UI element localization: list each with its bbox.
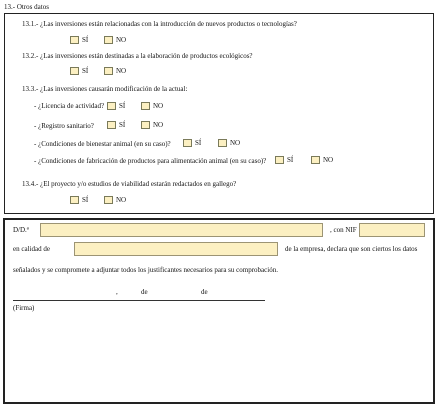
- section-title: 13.- Otros datos: [4, 3, 49, 11]
- dd-name-field[interactable]: [40, 223, 323, 237]
- q13-1-no-label: NO: [116, 36, 127, 44]
- question-13-4: 13.4.- ¿El proyecto y/o estudios de viabilidad estarán redactados en gallego?: [22, 180, 237, 188]
- question-13-1: 13.1.- ¿Las inversiones están relacionadas con la introducción de nuevos productos o tecnologías?: [22, 20, 297, 28]
- q13-3d-yes-checkbox[interactable]: [275, 156, 284, 164]
- calidad-field[interactable]: [74, 242, 278, 256]
- declaration-text: señalados y se compromete a adjuntar todos los justificantes necesarios para su comprobación.: [13, 266, 278, 274]
- q13-2-no-checkbox[interactable]: [104, 67, 113, 75]
- q13-3d-no-checkbox[interactable]: [311, 156, 320, 164]
- date-de-1: de: [141, 288, 148, 296]
- question-13-3-licencia: - ¿Licencia de actividad?: [34, 102, 105, 110]
- q13-4-no-checkbox[interactable]: [104, 196, 113, 204]
- q13-4-no-label: NO: [116, 196, 127, 204]
- q13-4-yes-label: SÍ: [82, 196, 89, 204]
- q13-1-yes-label: SÍ: [82, 36, 89, 44]
- q13-3d-no-label: NO: [323, 156, 334, 164]
- nif-field[interactable]: [359, 223, 425, 237]
- q13-3c-no-label: NO: [230, 139, 241, 147]
- nif-label: , con NIF: [330, 226, 357, 234]
- q13-3c-yes-checkbox[interactable]: [183, 139, 192, 147]
- signature-line: [13, 300, 265, 301]
- question-13-2: 13.2.- ¿Las inversiones están destinadas a la elaboración de productos ecológicos?: [22, 52, 253, 60]
- question-13-3-fabricacion: - ¿Condiciones de fabricación de productos para alimentación animal (en su caso)?: [34, 157, 267, 165]
- date-comma: ,: [116, 288, 118, 296]
- q13-3a-yes-checkbox[interactable]: [107, 102, 116, 110]
- q13-3c-yes-label: SÍ: [195, 139, 202, 147]
- q13-4-yes-checkbox[interactable]: [70, 196, 79, 204]
- q13-2-no-label: NO: [116, 67, 127, 75]
- q13-3a-yes-label: SÍ: [119, 102, 126, 110]
- q13-1-yes-checkbox[interactable]: [70, 36, 79, 44]
- dd-label: D/D.ª: [13, 226, 29, 234]
- q13-1-no-checkbox[interactable]: [104, 36, 113, 44]
- q13-3a-no-label: NO: [153, 102, 164, 110]
- question-13-3-registro: - ¿Registro sanitario?: [34, 122, 94, 130]
- calidad-label: en calidad de: [13, 245, 50, 253]
- q13-3a-no-checkbox[interactable]: [141, 102, 150, 110]
- q13-2-yes-checkbox[interactable]: [70, 67, 79, 75]
- q13-2-yes-label: SÍ: [82, 67, 89, 75]
- question-13-3: 13.3.- ¿Las inversiones causarán modificación de la actual:: [22, 85, 188, 93]
- q13-3b-yes-checkbox[interactable]: [107, 121, 116, 129]
- q13-3d-yes-label: SÍ: [287, 156, 294, 164]
- q13-3b-no-label: NO: [153, 121, 164, 129]
- q13-3b-yes-label: SÍ: [119, 121, 126, 129]
- signature-label: (Firma): [13, 304, 35, 312]
- empresa-text: de la empresa, declara que son ciertos los datos: [285, 245, 418, 253]
- q13-3b-no-checkbox[interactable]: [141, 121, 150, 129]
- question-13-3-bienestar: - ¿Condiciones de bienestar animal (en su caso)?: [34, 140, 171, 148]
- q13-3c-no-checkbox[interactable]: [218, 139, 227, 147]
- date-de-2: de: [201, 288, 208, 296]
